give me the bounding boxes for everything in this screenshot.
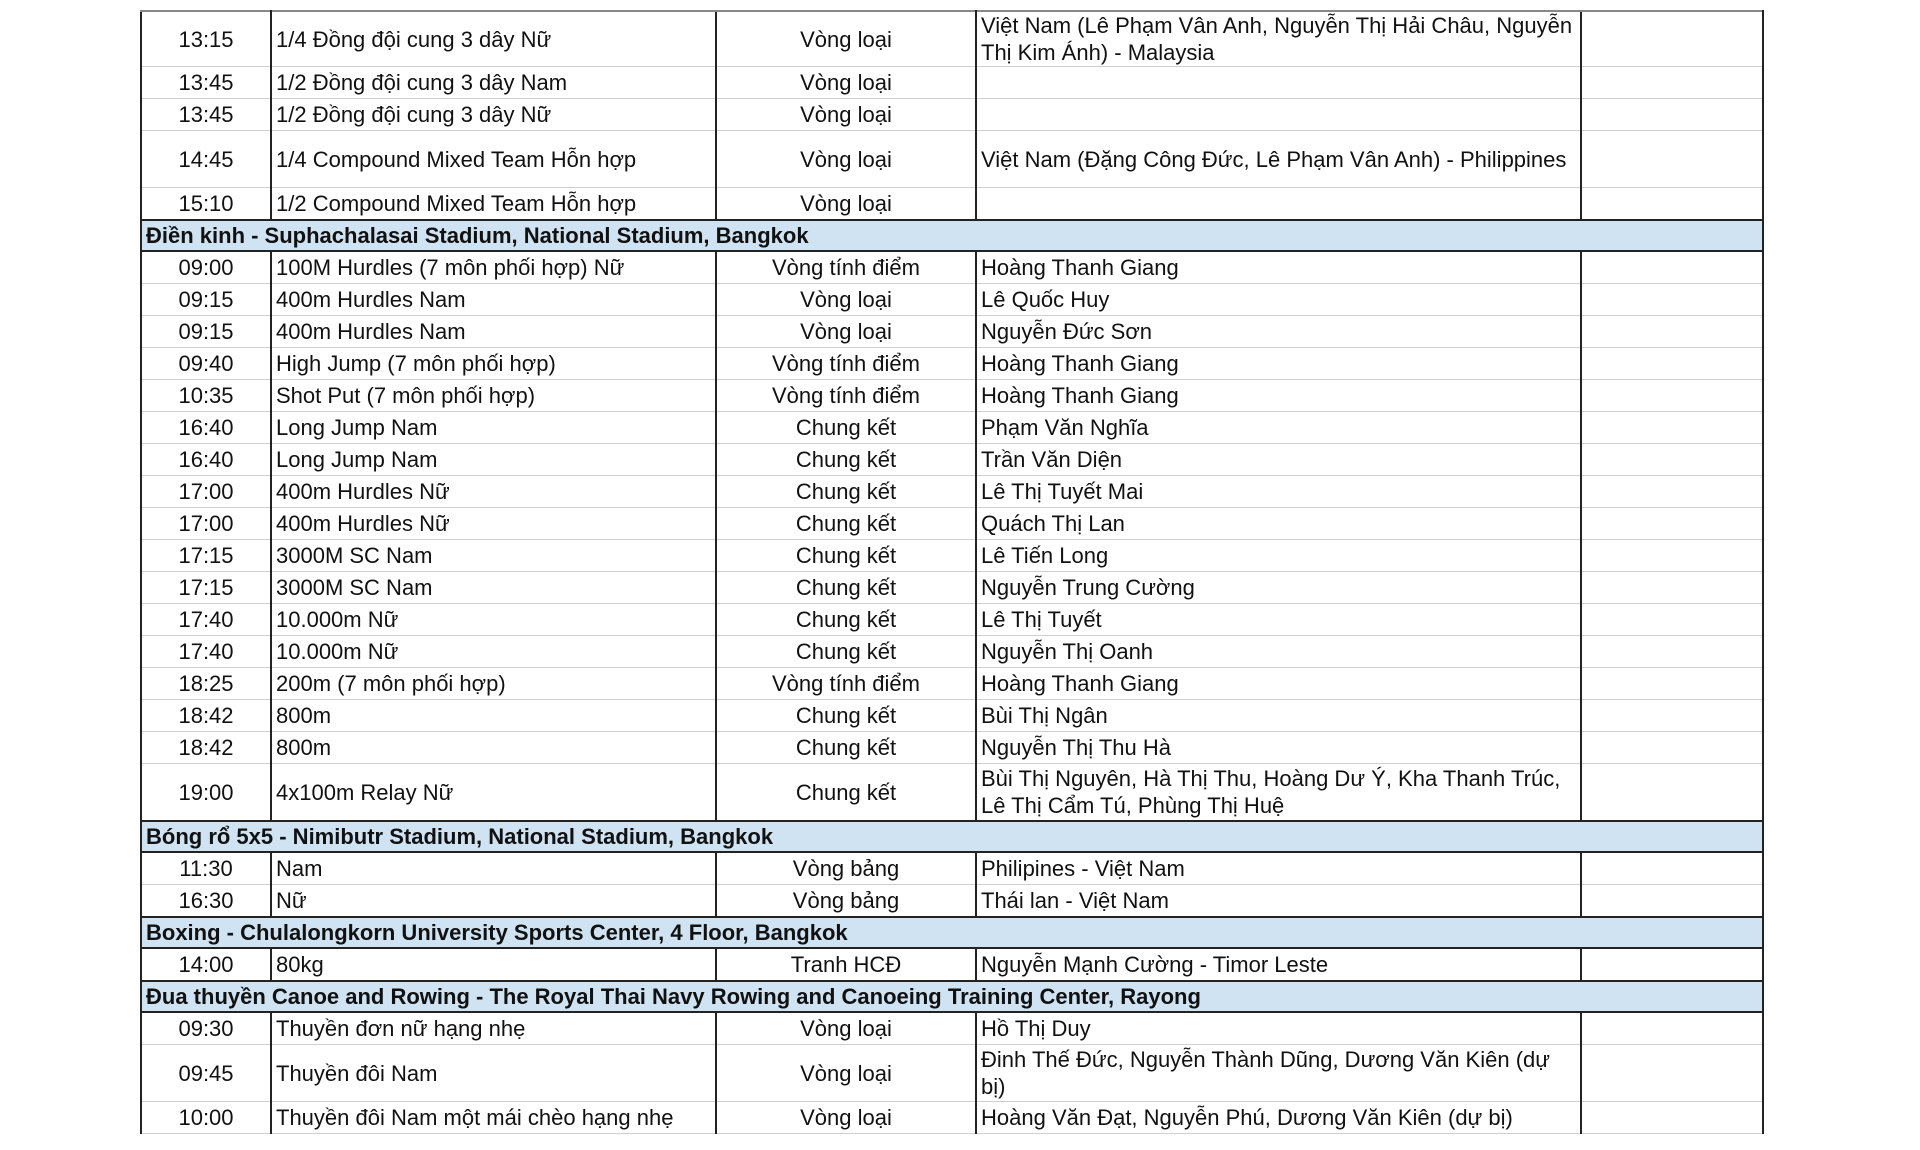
time-cell: 16:30	[141, 885, 271, 918]
notes-cell	[1581, 604, 1763, 636]
notes-cell	[1581, 508, 1763, 540]
section-header-row	[141, 821, 1763, 852]
section-title: Điền kinh - Suphachalasai Stadium, National Stadium, Bangkok	[141, 220, 1763, 251]
athletes-cell: Philipines - Việt Nam	[976, 852, 1581, 885]
notes-cell	[1581, 1102, 1763, 1134]
notes-cell	[1581, 444, 1763, 476]
round-cell: Vòng bảng	[716, 852, 976, 885]
event-cell: Thuyền đơn nữ hạng nhẹ	[271, 1012, 716, 1045]
notes-cell	[1581, 885, 1763, 918]
notes-cell	[1581, 948, 1763, 981]
round-cell: Vòng loại	[716, 1012, 976, 1045]
table-row	[141, 11, 1763, 67]
notes-cell	[1581, 188, 1763, 221]
athletes-cell: Lê Quốc Huy	[976, 284, 1581, 316]
athletes-cell: Việt Nam (Lê Phạm Vân Anh, Nguyễn Thị Hải Châu, Nguyễn Thị Kim Ánh) - Malaysia	[976, 11, 1581, 67]
event-cell: 200m (7 môn phối hợp)	[271, 668, 716, 700]
table-row	[141, 1012, 1763, 1045]
time-cell: 16:40	[141, 444, 271, 476]
section-header-row	[141, 220, 1763, 251]
table-row	[141, 1045, 1763, 1102]
athletes-cell: Bùi Thị Ngân	[976, 700, 1581, 732]
round-cell: Vòng loại	[716, 99, 976, 131]
table-row	[141, 572, 1763, 604]
athletes-cell: Quách Thị Lan	[976, 508, 1581, 540]
time-cell: 16:40	[141, 412, 271, 444]
round-cell: Chung kết	[716, 700, 976, 732]
round-cell: Vòng loại	[716, 1102, 976, 1134]
notes-cell	[1581, 764, 1763, 822]
notes-cell	[1581, 284, 1763, 316]
notes-cell	[1581, 1012, 1763, 1045]
athletes-cell: Việt Nam (Đặng Công Đức, Lê Phạm Vân Anh) - Philippines	[976, 131, 1581, 188]
event-cell: 400m Hurdles Nữ	[271, 476, 716, 508]
round-cell: Chung kết	[716, 444, 976, 476]
athletes-cell	[976, 99, 1581, 131]
event-cell: Long Jump Nam	[271, 412, 716, 444]
time-cell: 15:10	[141, 188, 271, 221]
notes-cell	[1581, 636, 1763, 668]
round-cell: Chung kết	[716, 732, 976, 764]
event-cell: 1/2 Đồng đội cung 3 dây Nam	[271, 67, 716, 99]
table-row	[141, 67, 1763, 99]
athletes-cell: Hoàng Thanh Giang	[976, 380, 1581, 412]
athletes-cell: Lê Tiến Long	[976, 540, 1581, 572]
event-cell: 4x100m Relay Nữ	[271, 764, 716, 822]
time-cell: 14:00	[141, 948, 271, 981]
time-cell: 18:42	[141, 700, 271, 732]
table-row	[141, 668, 1763, 700]
table-row	[141, 948, 1763, 981]
notes-cell	[1581, 380, 1763, 412]
notes-cell	[1581, 668, 1763, 700]
table-row	[141, 700, 1763, 732]
athletes-cell: Hoàng Thanh Giang	[976, 348, 1581, 380]
athletes-cell: Nguyễn Thị Oanh	[976, 636, 1581, 668]
event-cell: Long Jump Nam	[271, 444, 716, 476]
time-cell: 17:15	[141, 572, 271, 604]
schedule-table	[140, 10, 1764, 1134]
time-cell: 09:00	[141, 251, 271, 284]
athletes-cell: Trần Văn Diện	[976, 444, 1581, 476]
round-cell: Vòng loại	[716, 131, 976, 188]
round-cell: Chung kết	[716, 540, 976, 572]
time-cell: 09:15	[141, 284, 271, 316]
time-cell: 09:15	[141, 316, 271, 348]
event-cell: 1/2 Compound Mixed Team Hỗn hợp	[271, 188, 716, 221]
athletes-cell: Lê Thị Tuyết Mai	[976, 476, 1581, 508]
athletes-cell	[976, 188, 1581, 221]
event-cell: Nữ	[271, 885, 716, 918]
event-cell: Thuyền đôi Nam một mái chèo hạng nhẹ	[271, 1102, 716, 1134]
table-row	[141, 764, 1763, 822]
time-cell: 09:45	[141, 1045, 271, 1102]
notes-cell	[1581, 67, 1763, 99]
notes-cell	[1581, 732, 1763, 764]
round-cell: Chung kết	[716, 476, 976, 508]
athletes-cell	[976, 67, 1581, 99]
notes-cell	[1581, 131, 1763, 188]
event-cell: 3000M SC Nam	[271, 540, 716, 572]
time-cell: 10:00	[141, 1102, 271, 1134]
event-cell: 400m Hurdles Nữ	[271, 508, 716, 540]
event-cell: Shot Put (7 môn phối hợp)	[271, 380, 716, 412]
time-cell: 11:30	[141, 852, 271, 885]
table-row	[141, 540, 1763, 572]
event-cell: Nam	[271, 852, 716, 885]
athletes-cell: Nguyễn Trung Cường	[976, 572, 1581, 604]
table-row	[141, 604, 1763, 636]
time-cell: 09:30	[141, 1012, 271, 1045]
notes-cell	[1581, 700, 1763, 732]
event-cell: 10.000m Nữ	[271, 604, 716, 636]
notes-cell	[1581, 540, 1763, 572]
time-cell: 13:15	[141, 11, 271, 67]
round-cell: Chung kết	[716, 604, 976, 636]
round-cell: Vòng loại	[716, 284, 976, 316]
event-cell: High Jump (7 môn phối hợp)	[271, 348, 716, 380]
round-cell: Chung kết	[716, 412, 976, 444]
athletes-cell: Hồ Thị Duy	[976, 1012, 1581, 1045]
time-cell: 10:35	[141, 380, 271, 412]
round-cell: Vòng tính điểm	[716, 348, 976, 380]
table-row	[141, 508, 1763, 540]
time-cell: 13:45	[141, 67, 271, 99]
athletes-cell: Bùi Thị Nguyên, Hà Thị Thu, Hoàng Dư Ý, Kha Thanh Trúc, Lê Thị Cẩm Tú, Phùng Thị Huệ	[976, 764, 1581, 822]
time-cell: 17:40	[141, 636, 271, 668]
notes-cell	[1581, 251, 1763, 284]
time-cell: 19:00	[141, 764, 271, 822]
athletes-cell: Nguyễn Mạnh Cường - Timor Leste	[976, 948, 1581, 981]
event-cell: 1/4 Compound Mixed Team Hỗn hợp	[271, 131, 716, 188]
table-row	[141, 636, 1763, 668]
time-cell: 17:15	[141, 540, 271, 572]
table-row	[141, 316, 1763, 348]
table-row	[141, 732, 1763, 764]
event-cell: 1/2 Đồng đội cung 3 dây Nữ	[271, 99, 716, 131]
notes-cell	[1581, 348, 1763, 380]
round-cell: Chung kết	[716, 508, 976, 540]
table-row	[141, 476, 1763, 508]
round-cell: Vòng loại	[716, 1045, 976, 1102]
table-row	[141, 412, 1763, 444]
round-cell: Chung kết	[716, 572, 976, 604]
time-cell: 17:00	[141, 508, 271, 540]
round-cell: Vòng loại	[716, 316, 976, 348]
athletes-cell: Đinh Thế Đức, Nguyễn Thành Dũng, Dương Văn Kiên (dự bị)	[976, 1045, 1581, 1102]
event-cell: 1/4 Đồng đội cung 3 dây Nữ	[271, 11, 716, 67]
notes-cell	[1581, 1045, 1763, 1102]
athletes-cell: Hoàng Văn Đạt, Nguyễn Phú, Dương Văn Kiên (dự bị)	[976, 1102, 1581, 1134]
notes-cell	[1581, 476, 1763, 508]
athletes-cell: Nguyễn Thị Thu Hà	[976, 732, 1581, 764]
athletes-cell: Phạm Văn Nghĩa	[976, 412, 1581, 444]
section-header-row	[141, 981, 1763, 1012]
event-cell: 10.000m Nữ	[271, 636, 716, 668]
round-cell: Vòng tính điểm	[716, 380, 976, 412]
round-cell: Chung kết	[716, 636, 976, 668]
table-row	[141, 99, 1763, 131]
event-cell: 400m Hurdles Nam	[271, 316, 716, 348]
event-cell: 100M Hurdles (7 môn phối hợp) Nữ	[271, 251, 716, 284]
round-cell: Tranh HCĐ	[716, 948, 976, 981]
athletes-cell: Hoàng Thanh Giang	[976, 251, 1581, 284]
time-cell: 14:45	[141, 131, 271, 188]
athletes-cell: Thái lan - Việt Nam	[976, 885, 1581, 918]
event-cell: 80kg	[271, 948, 716, 981]
event-cell: 400m Hurdles Nam	[271, 284, 716, 316]
round-cell: Vòng loại	[716, 67, 976, 99]
notes-cell	[1581, 572, 1763, 604]
table-row	[141, 188, 1763, 221]
table-row	[141, 380, 1763, 412]
event-cell: 3000M SC Nam	[271, 572, 716, 604]
time-cell: 09:40	[141, 348, 271, 380]
section-title: Đua thuyền Canoe and Rowing - The Royal Thai Navy Rowing and Canoeing Training Center, Rayong	[141, 981, 1763, 1012]
table-row	[141, 348, 1763, 380]
round-cell: Vòng tính điểm	[716, 668, 976, 700]
notes-cell	[1581, 412, 1763, 444]
section-title: Boxing - Chulalongkorn University Sports Center, 4 Floor, Bangkok	[141, 917, 1763, 948]
time-cell: 18:42	[141, 732, 271, 764]
time-cell: 17:00	[141, 476, 271, 508]
schedule-body	[141, 11, 1763, 1134]
time-cell: 18:25	[141, 668, 271, 700]
section-header-row	[141, 917, 1763, 948]
section-title: Bóng rổ 5x5 - Nimibutr Stadium, National Stadium, Bangkok	[141, 821, 1763, 852]
time-cell: 17:40	[141, 604, 271, 636]
table-row	[141, 1102, 1763, 1134]
round-cell: Vòng tính điểm	[716, 251, 976, 284]
round-cell: Chung kết	[716, 764, 976, 822]
notes-cell	[1581, 11, 1763, 67]
table-row	[141, 131, 1763, 188]
round-cell: Vòng loại	[716, 11, 976, 67]
time-cell: 13:45	[141, 99, 271, 131]
event-cell: 800m	[271, 732, 716, 764]
athletes-cell: Lê Thị Tuyết	[976, 604, 1581, 636]
table-row	[141, 444, 1763, 476]
table-row	[141, 284, 1763, 316]
table-row	[141, 251, 1763, 284]
notes-cell	[1581, 99, 1763, 131]
round-cell: Vòng loại	[716, 188, 976, 221]
notes-cell	[1581, 852, 1763, 885]
athletes-cell: Hoàng Thanh Giang	[976, 668, 1581, 700]
event-cell: Thuyền đôi Nam	[271, 1045, 716, 1102]
round-cell: Vòng bảng	[716, 885, 976, 918]
athletes-cell: Nguyễn Đức Sơn	[976, 316, 1581, 348]
table-row	[141, 852, 1763, 885]
event-cell: 800m	[271, 700, 716, 732]
notes-cell	[1581, 316, 1763, 348]
table-row	[141, 885, 1763, 918]
